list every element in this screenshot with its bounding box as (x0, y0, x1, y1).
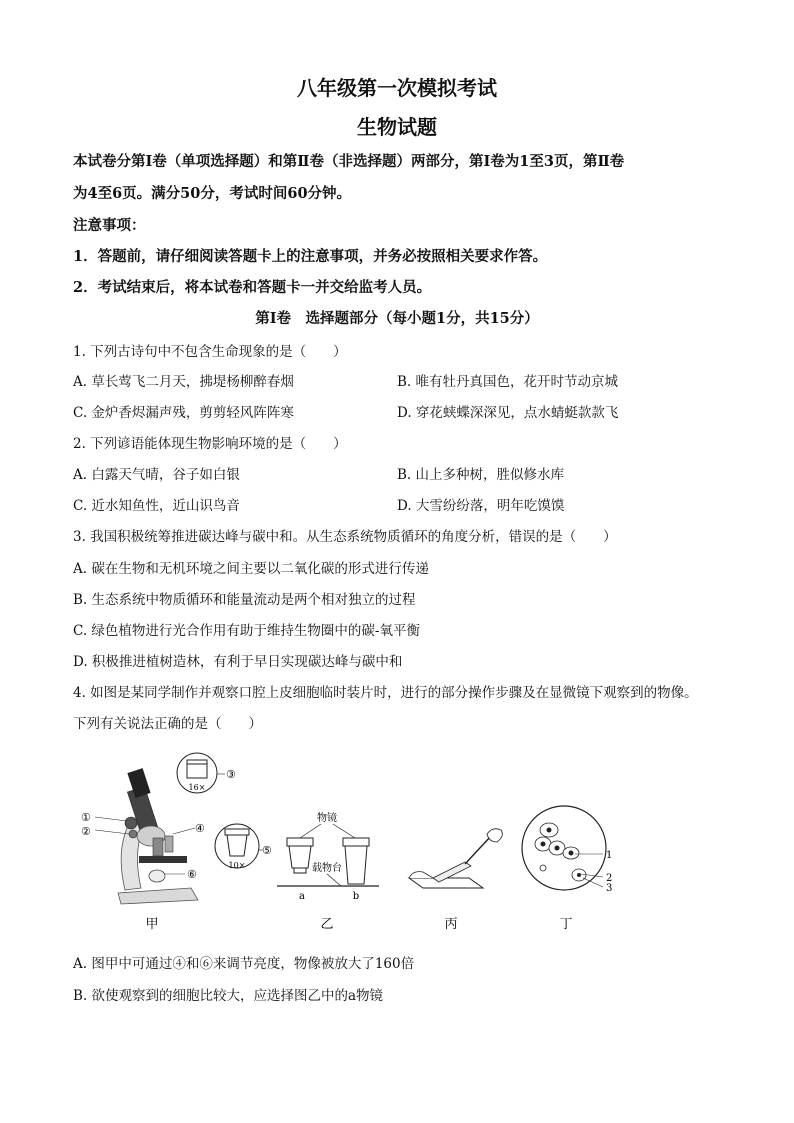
question-1-option-c: C. 金炉香烬漏声残，剪剪轻风阵阵寒 (73, 405, 294, 421)
intro-line-2: 为4至6页。满分50分，考试时间60分钟。 (73, 185, 352, 202)
panel-label-bing: 丙 (444, 917, 458, 932)
notice-item-1: 1．答题前，请仔细阅读答题卡上的注意事项，并务必按照相关要求作答。 (73, 248, 548, 265)
question-3-stem: 3. 我国积极统筹推进碳达峰与碳中和。从生态系统物质循环的角度分析，错误的是（ ） (73, 529, 617, 545)
cell-label-1: 1 (606, 850, 613, 861)
marker-5: ⑤ (262, 844, 272, 857)
question-3-option-b: B. 生态系统中物质循环和能量流动是两个相对独立的过程 (73, 592, 416, 608)
question-1-option-a: A. 草长莺飞二月天，拂堤杨柳醉春烟 (73, 374, 294, 390)
panel-label-yi: 乙 (320, 917, 334, 932)
objective-magnification: 10× (228, 861, 246, 870)
question-4-option-a: A. 图甲中可通过④和⑥来调节亮度，物像被放大了160倍 (73, 956, 415, 972)
question-3-option-c: C. 绿色植物进行光合作用有助于维持生物圈中的碳-氧平衡 (73, 623, 420, 639)
question-3-option-d: D. 积极推进植树造林，有利于早日实现碳达峰与碳中和 (73, 654, 403, 670)
question-2-option-c: C. 近水知鱼性，近山识鸟音 (73, 498, 240, 514)
question-3-option-a: A. 碳在生物和无机环境之间主要以二氧化碳的形式进行传递 (73, 561, 429, 577)
notice-item-2: 2．考试结束后，将本试卷和答题卡一并交给监考人员。 (73, 279, 432, 296)
marker-4: ④ (195, 822, 205, 835)
cell-label-3: 3 (606, 883, 613, 894)
objective-lenses-diagram (277, 811, 379, 902)
objective-label: 物镜 (317, 813, 337, 824)
question-2-stem: 2. 下列谚语能体现生物影响环境的是（ ） (73, 436, 347, 452)
question-2-option-a: A. 白露天气晴，谷子如白银 (73, 467, 240, 483)
question-4-figure (73, 738, 643, 938)
cell-label-2: 2 (606, 873, 613, 884)
marker-3: ③ (226, 768, 236, 781)
notice-heading: 注意事项： (73, 217, 146, 234)
stage-label: 载物台 (312, 863, 342, 874)
question-4-stem-line-2: 下列有关说法正确的是（ ） (73, 716, 262, 732)
exam-title: 八年级第一次模拟考试 (297, 76, 497, 100)
eyepiece-magnification: 16× (188, 783, 206, 792)
question-4-option-b: B. 欲使观察到的细胞比较大，应选择图乙中的a物镜 (73, 988, 384, 1004)
question-1-stem: 1. 下列古诗句中不包含生命现象的是（ ） (73, 344, 347, 360)
lens-a-label: a (299, 891, 305, 902)
marker-2: ② (81, 825, 91, 838)
microscope-diagram (81, 753, 272, 904)
subject-title: 生物试题 (357, 115, 437, 139)
question-2-option-d: D. 大雪纷纷落，明年吃馍馍 (397, 498, 565, 514)
cell-view-diagram (522, 806, 612, 894)
intro-line-1: 本试卷分第Ⅰ卷（单项选择题）和第Ⅱ卷（非选择题）两部分，第Ⅰ卷为1至3页，第Ⅱ卷 (73, 153, 625, 170)
panel-label-ding: 丁 (559, 917, 573, 932)
question-2-option-b: B. 山上多种树，胜似修水库 (397, 467, 565, 483)
marker-1: ① (81, 811, 91, 824)
panel-label-jia: 甲 (145, 917, 159, 932)
question-4-stem-line-1: 4. 如图是某同学制作并观察口腔上皮细胞临时装片时，进行的部分操作步骤及在显微镜下观察到的物像。 (73, 685, 698, 701)
marker-6: ⑥ (187, 868, 197, 881)
question-1-option-d: D. 穿花蛱蝶深深见，点水蜻蜓款款飞 (397, 405, 619, 421)
question-1-option-b: B. 唯有牡丹真国色，花开时节动京城 (397, 374, 619, 390)
section-title: 第Ⅰ卷 选择题部分（每小题1分，共15分） (255, 310, 539, 327)
slide-preparation-diagram (409, 829, 502, 888)
lens-b-label: b (352, 891, 360, 902)
